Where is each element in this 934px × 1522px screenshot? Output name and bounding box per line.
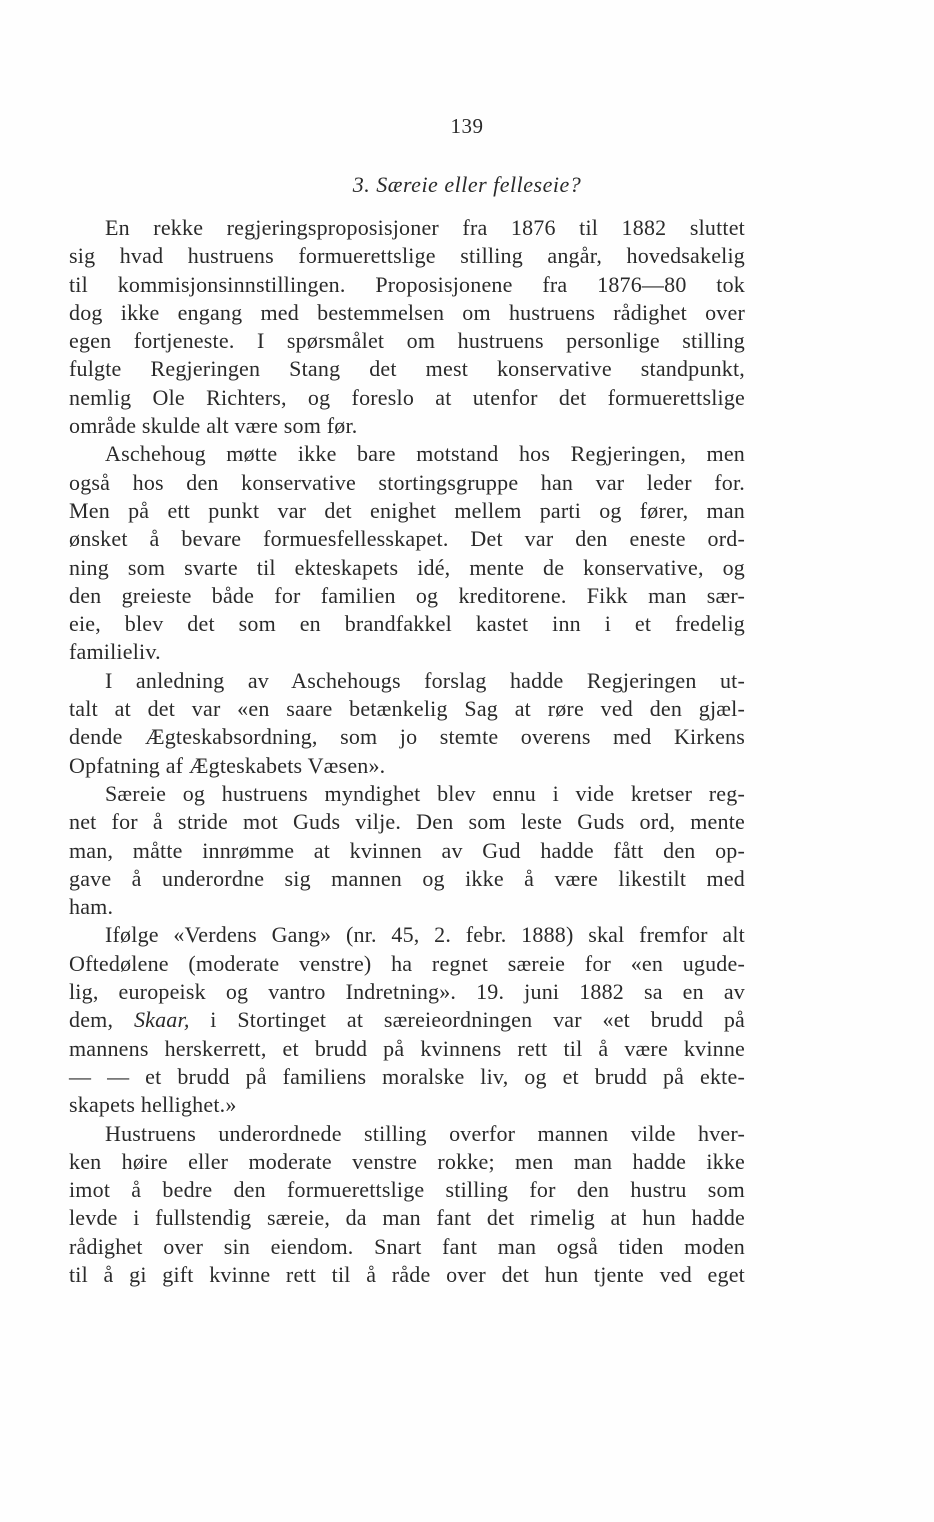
text-line: Aschehoug møtte ikke bare motstand hos Regjeringen, men [105, 441, 745, 467]
text-line: levde i fullstendig særeie, da man fant det rimelig at hun hadde [69, 1205, 745, 1231]
text-line: Særeie og hustruens myndighet blev ennu i vide kretser reg- [105, 780, 745, 806]
text-line: eie, blev det som en brandfakkel kastet inn i et fredelig [69, 611, 745, 637]
text-line: rådighet over sin eiendom. Snart fant man også tiden moden [69, 1233, 745, 1259]
text-line: talt at det var «en saare betænkelig Sag at røre ved den gjæl- [69, 696, 745, 722]
text-line: til å gi gift kvinne rett til å råde over det hun tjente ved eget [69, 1261, 745, 1287]
text-line: ham. [69, 894, 114, 920]
text-line: I anledning av Aschehougs forslag hadde Regjeringen ut- [105, 667, 745, 693]
body-text [69, 214, 745, 1289]
text-line: lig, europeisk og vantro Indretning». 19. juni 1882 sa en av [69, 979, 745, 1005]
text-line: til kommisjonsinnstillingen. Proposisjonene fra 1876—80 tok [69, 271, 745, 297]
text-line: ken høire eller moderate venstre rokke; men man hadde ikke [69, 1148, 745, 1174]
text-line: også hos den konservative stortingsgruppe han var leder for. [69, 469, 745, 495]
text-line: egen fortjeneste. I spørsmålet om hustruens personlige stilling [69, 328, 745, 354]
page-number: 139 [450, 114, 484, 138]
text-line: sig hvad hustruens formuerettslige stilling angår, hovedsakelig [69, 243, 745, 269]
text-line: nemlig Ole Richters, og foreslo at utenfor det formuerettslige [69, 384, 745, 410]
text-line: Ifølge «Verdens Gang» (nr. 45, 2. febr. 1888) skal fremfor alt [105, 922, 745, 948]
text-line: net for å stride mot Guds vilje. Den som leste Guds ord, mente [69, 809, 745, 835]
text-line: ning som svarte til ekteskapets idé, mente de konservative, og [69, 554, 745, 580]
text-line: En rekke regjeringsproposisjoner fra 1876 til 1882 sluttet [105, 215, 745, 240]
text-line: dem, Skaar, i Stortinget at særeieordningen var «et brudd på [69, 1007, 745, 1033]
text-line: familieliv. [69, 639, 161, 665]
text-line: dende Ægteskabsordning, som jo stemte overens med Kirkens [69, 724, 745, 750]
text-line: område skulde alt være som før. [69, 413, 358, 439]
text-line: Hustruens underordnede stilling overfor mannen vilde hver- [105, 1120, 745, 1146]
text-line: imot å bedre den formuerettslige stilling for den hustru som [69, 1177, 745, 1203]
section-heading: 3. Særeie eller felleseie? [352, 172, 582, 197]
text-line: skapets hellighet.» [69, 1092, 237, 1118]
text-line: gave å underordne sig mannen og ikke å være likestilt med [69, 865, 745, 891]
text-line: Oftedølene (moderate venstre) ha regnet særeie for «en ugude- [69, 950, 745, 976]
italic-name: Skaar, [133, 1007, 190, 1033]
text-line: mannens herskerrett, et brudd på kvinnens rett til å være kvinne [69, 1035, 745, 1061]
text-line: Men på ett punkt var det enighet mellem parti og fører, man [69, 497, 745, 523]
text-line: fulgte Regjeringen Stang det mest konservative standpunkt, [69, 356, 745, 382]
text-line: — — et brudd på familiens moralske liv, og et brudd på ekte- [69, 1063, 745, 1089]
text-line: Opfatning af Ægteskabets Væsen». [69, 752, 386, 778]
text-line: den greieste både for familien og kreditorene. Fikk man sær- [69, 582, 745, 608]
text-line: man, måtte innrømme at kvinnen av Gud hadde fått den op- [69, 837, 745, 863]
text-line: ønsket å bevare formuesfellesskapet. Det var den eneste ord- [69, 526, 745, 552]
text-line: dog ikke engang med bestemmelsen om hustruens rådighet over [69, 299, 745, 325]
